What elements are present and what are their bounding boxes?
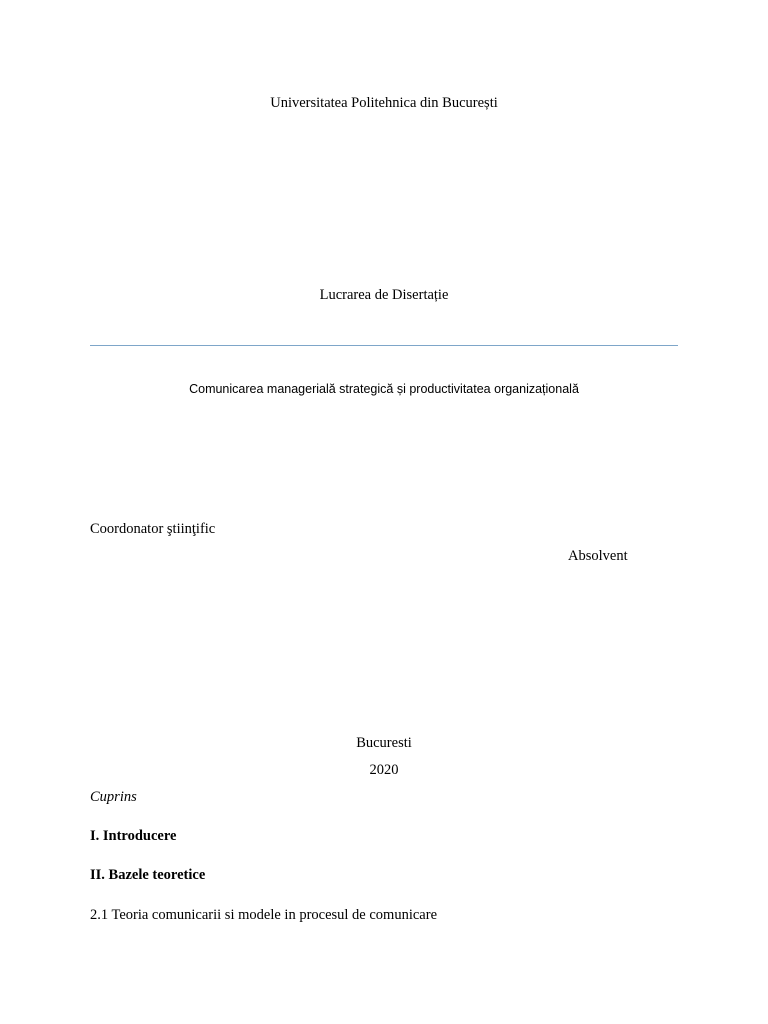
- thesis-title: Comunicarea managerială strategică și productivitatea organizațională: [189, 382, 579, 396]
- toc-item-teoria-comunicarii: 2.1 Teoria comunicarii si modele in procesul de comunicare: [90, 907, 438, 923]
- toc-heading: Cuprins: [90, 789, 137, 805]
- city: Bucuresti: [356, 735, 412, 751]
- thesis-type: Lucrarea de Disertație: [319, 287, 449, 303]
- graduate-label: Absolvent: [568, 548, 628, 564]
- title-divider: [90, 345, 678, 346]
- coordinator-label: Coordonator ştiinţific: [90, 521, 216, 537]
- university-name: Universitatea Politehnica din București: [270, 95, 498, 111]
- toc-item-bazele-teoretice: II. Bazele teoretice: [90, 867, 206, 883]
- toc-item-introducere: I. Introducere: [90, 828, 177, 844]
- year: 2020: [369, 762, 399, 778]
